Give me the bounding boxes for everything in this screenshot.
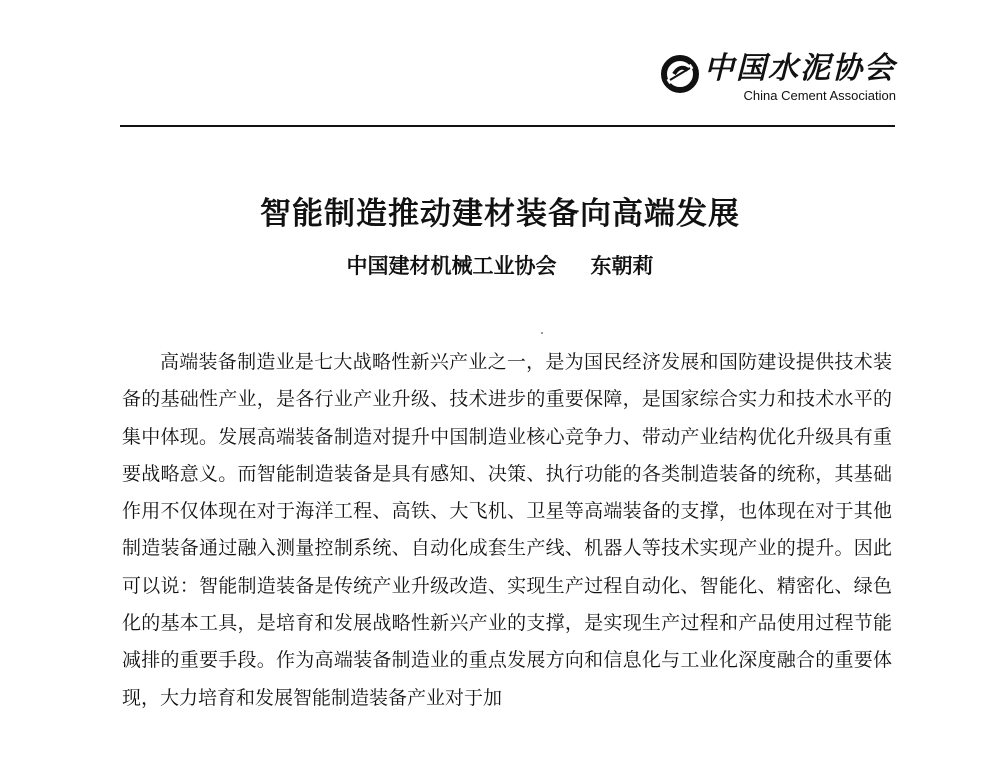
scan-speck [541,332,543,334]
author-name: 东朝莉 [590,253,654,278]
byline [0,250,1000,280]
header-divider [120,125,895,127]
logo-english-name: China Cement Association [743,88,896,103]
author-organization: 中国建材机械工业协会 [346,253,557,278]
logo-chinese-name: 中国水泥协会 [704,51,896,86]
cement-association-emblem-icon [660,54,700,94]
association-logo [660,52,896,104]
article-title: 智能制造推动建材装备向高端发展 [260,196,740,232]
logo-text [704,52,896,104]
body-paragraph: 高端装备制造业是七大战略性新兴产业之一，是为国民经济发展和国防建设提供技术装备的基础性产业，是各行业产业升级、技术进步的重要保障，是国家综合实力和技术水平的集中体现。发展高端装备制造对提升中国制造业核心竞争力、带动产业结构优化升级具有重要战略意义。而智能制造装备是具有感知、决策、执行功能的各类制造装备的统称，其基础作用不仅体现在对于海洋工程、高铁、大飞机、卫星等高端装备的支撑，也体现在对于其他制造装备通过融入测量控制系统、自动化成套生产线、机器人等技术实现产业的提升。因此可以说：智能制造装备是传统产业升级改造、实现生产过程自动化、智能化、精密化、绿色化的基本工具，是培育和发展战略性新兴产业的支撑，是实现生产过程和产品使用过程节能减排的重要手段。作为高端装备制造业的重点发展方向和信息化与工业化深度融合的重要体现，大力培育和发展智能制造装备产业对于加 [122,351,892,709]
